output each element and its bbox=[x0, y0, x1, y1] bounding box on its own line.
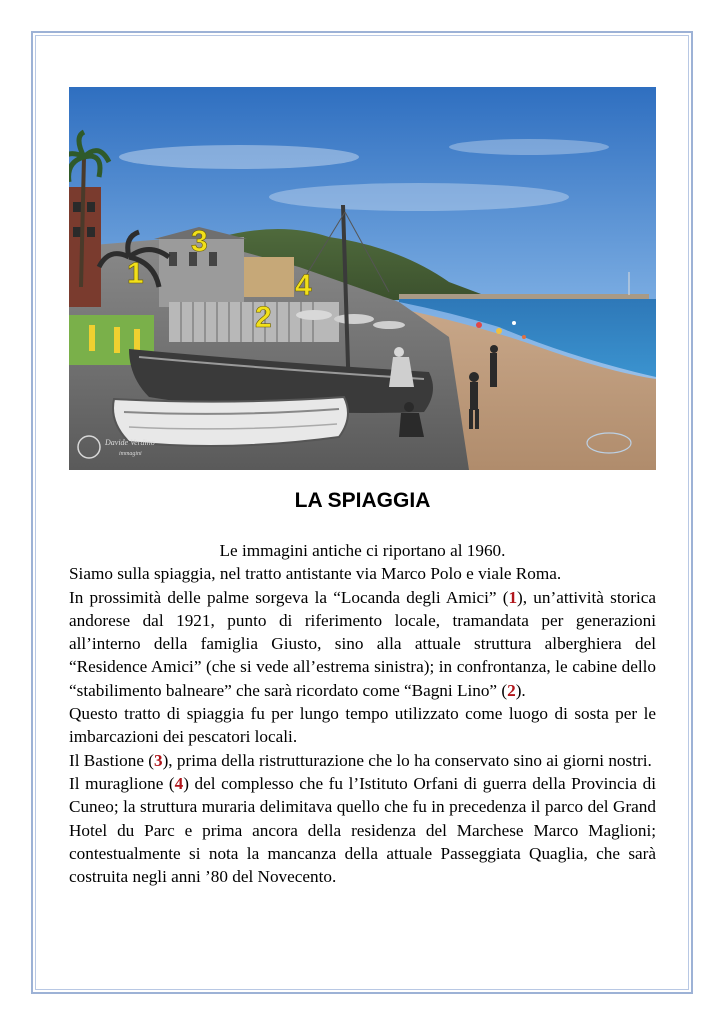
photo-label-1: 1 bbox=[127, 257, 144, 290]
reference-number-2: 2 bbox=[507, 680, 516, 700]
beach-photo bbox=[69, 87, 656, 470]
paragraph-muraglione bbox=[69, 772, 656, 888]
text-segment: ). bbox=[515, 680, 526, 700]
paragraph-locanda bbox=[69, 586, 656, 702]
watermark-text-line1: Davide Verdino bbox=[105, 438, 155, 447]
text-segment: ), prima della ristrutturazione che lo ha conservato sino ai giorni nostri. bbox=[162, 750, 652, 770]
photo-label-2: 2 bbox=[255, 301, 272, 334]
villa-building bbox=[244, 257, 294, 297]
paragraph-location: Siamo sulla spiaggia, nel tratto antistante via Marco Polo e viale Roma. bbox=[69, 564, 562, 584]
reference-number-3: 3 bbox=[153, 750, 163, 770]
photo-label-3: 3 bbox=[191, 225, 208, 258]
photo-label-4: 4 bbox=[295, 269, 312, 302]
text-segment: ) del complesso che fu l’Istituto Orfani di guerra della Provincia di Cuneo; la struttura muraria delimitava quello che fu in precedenza il parco del Grand Hotel du Parc e prima ancora della residenza del Marchese Marco Maglioni; contestualmente si nota la mancanza della attuale Passeggiata Quaglia, che sarà costruita negli anni ’80 del Novecento. bbox=[69, 773, 656, 887]
page-title: LA SPIAGGIA bbox=[294, 489, 431, 512]
watermark-text-line2: immagini bbox=[119, 451, 142, 457]
body-text bbox=[69, 539, 656, 888]
paragraph-bastione bbox=[69, 749, 656, 772]
text-segment: ), un’attività storica andorese dal 1921, punto di riferimento locale, tramandata per generazioni all’interno della famiglia Giusto, sino alla attuale struttura alberghiera del “Residence Amici” (che si vede all’estrema sinistra); in confrontanza, le cabine dello “stabilimento balneare” che sarà ricordato come “Bagni Lino” ( bbox=[69, 587, 656, 700]
reference-number-1: 1 bbox=[508, 587, 518, 607]
reference-number-4: 4 bbox=[174, 773, 184, 793]
text-segment: In prossimità delle palme sorgeva la “Locanda degli Amici” ( bbox=[69, 587, 509, 607]
text-segment: Il Bastione ( bbox=[69, 750, 154, 770]
paragraph-intro: Le immagini antiche ci riportano al 1960. bbox=[219, 541, 506, 560]
distant-pier bbox=[399, 294, 649, 299]
text-segment: Il muraglione ( bbox=[69, 773, 175, 793]
paragraph-boats: Questo tratto di spiaggia fu per lungo tempo utilizzato come luogo di sosta per le imbarcazioni dei pescatori locali. bbox=[69, 704, 656, 747]
